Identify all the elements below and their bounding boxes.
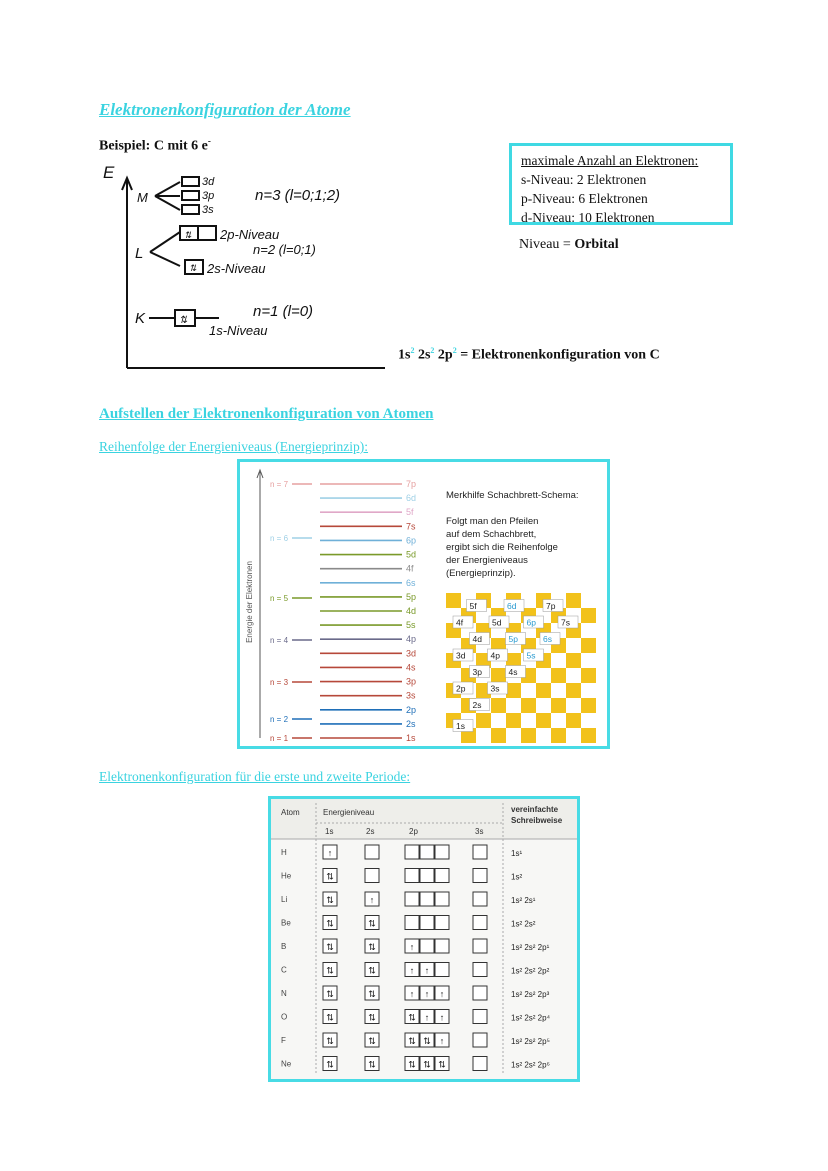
board-cell <box>566 713 581 728</box>
k-quantum: n=1 (l=0) <box>253 303 314 320</box>
orbital-2p-box <box>435 963 449 977</box>
subheader-2s: 2s <box>366 827 375 836</box>
orbital-3s-box <box>473 986 487 1000</box>
board-cell <box>581 623 596 638</box>
subheader-2p: 2p <box>409 827 418 836</box>
subheader-3s: 3s <box>475 827 484 836</box>
board-label: 4s <box>508 667 518 677</box>
energy-level-label: 4d <box>406 606 417 616</box>
orbital-2s-box <box>365 869 379 883</box>
energy-level-label: 2p <box>406 704 417 715</box>
board-cell <box>536 713 551 728</box>
board-cell <box>521 683 536 698</box>
board-label: 3d <box>456 650 466 661</box>
row-notation: 1s¹ <box>511 849 523 858</box>
orbital-2p-box <box>435 916 449 930</box>
row-notation: 1s² 2s² 2p³ <box>511 990 550 999</box>
orbital-1s-box-arrow: ⇅ <box>326 1059 334 1070</box>
subtitle-order: Reihenfolge der Energieniveaus (Energieprinzip): <box>99 439 369 454</box>
board-cell <box>506 713 521 728</box>
board-cell <box>446 698 461 713</box>
orbital-1s-box-arrow: ⇅ <box>326 989 334 999</box>
header-energy: Energieniveau <box>323 808 375 817</box>
table-row <box>281 892 536 906</box>
arrow-glyph: ⇅ <box>179 315 188 326</box>
orbital-2p-box <box>405 845 419 859</box>
orbital-2p-box-arrow: ↑ <box>424 989 430 999</box>
info-line-p: p-Niveau: 6 Elektronen <box>521 191 648 206</box>
board-cell <box>476 728 491 743</box>
energy-diagram <box>240 462 607 746</box>
orbital-3d: 3d <box>202 176 215 188</box>
info-box <box>509 143 733 225</box>
orbital-1s-box-arrow: ⇅ <box>326 1012 334 1023</box>
orbital-2p-box-arrow: ↑ <box>439 1036 445 1046</box>
board-cell <box>551 728 566 743</box>
row-atom: Be <box>281 918 291 928</box>
orbital-2p-box-arrow: ⇅ <box>408 1012 416 1023</box>
energy-axis-label: Energie der Elektronen <box>245 561 254 643</box>
shell-label: n = 6 <box>270 534 289 543</box>
board-cell <box>491 668 506 683</box>
board-label: 4p <box>490 650 500 661</box>
m-quantum: n=3 (l=0;1;2) <box>255 187 341 204</box>
orbital-3s-box <box>473 892 487 906</box>
info-line-s: s-Niveau: 2 Elektronen <box>521 172 647 187</box>
orbital-3s-box <box>473 1010 487 1024</box>
orbital-2p-box-arrow: ⇅ <box>408 1059 416 1070</box>
shell-label: n = 5 <box>270 594 289 603</box>
board-cell <box>581 608 596 623</box>
l-quantum: n=2 (l=0;1) <box>253 242 316 257</box>
orbital-2p-box <box>420 869 434 883</box>
shell-m-label: M <box>137 190 148 205</box>
row-notation: 1s² 2s² 2p² <box>511 966 550 976</box>
formula-1s: 1s <box>398 347 411 363</box>
row-atom: B <box>281 942 287 951</box>
orbital-2p-box-arrow: ↑ <box>424 1012 430 1023</box>
mnemonic-line: (Energieprinzip). <box>446 568 516 579</box>
orbital-1s-box-arrow: ⇅ <box>326 918 334 929</box>
subheader-1s: 1s <box>325 827 334 836</box>
board-cell <box>506 683 521 698</box>
niveau-prefix: Niveau = <box>519 237 575 252</box>
board-cell <box>506 698 521 713</box>
table-row <box>281 1010 551 1024</box>
orbital-1s-box-arrow: ⇅ <box>326 871 334 882</box>
board-cell <box>566 638 581 653</box>
orbital-3s: 3s <box>202 204 214 216</box>
board-cell <box>491 713 506 728</box>
l-2s-label: 2s-Niveau <box>207 261 266 276</box>
orbital-2p-box <box>435 869 449 883</box>
board-cell <box>566 668 581 683</box>
niveau-bold: Orbital <box>574 237 619 252</box>
mnemonic-line: auf dem Schachbrett, <box>446 529 537 540</box>
niveau-note <box>519 237 619 253</box>
energy-level-label: 7p <box>406 479 417 489</box>
orbital-2s-box-arrow: ⇅ <box>368 942 376 952</box>
row-atom: H <box>281 848 287 857</box>
board-cell <box>536 668 551 683</box>
energy-level-label: 3s <box>406 690 416 701</box>
mnemonic-line: Folgt man den Pfeilen <box>446 516 539 527</box>
row-notation: 1s² 2s² 2p⁵ <box>511 1037 550 1046</box>
board-cell <box>581 713 596 728</box>
board-cell <box>566 683 581 698</box>
header-simple: vereinfachte Schreibweise <box>511 805 563 825</box>
row-atom: C <box>281 965 287 975</box>
orbital-2s-box-arrow: ⇅ <box>368 1012 376 1023</box>
orbital-2s-box-arrow: ⇅ <box>368 1036 376 1046</box>
board-cell <box>566 653 581 668</box>
orbital-2p-box-arrow: ↑ <box>439 989 445 999</box>
electron-superscript: - <box>207 136 211 146</box>
example-text: Beispiel: C mit 6 e <box>99 138 208 154</box>
row-atom: F <box>281 1036 286 1045</box>
shell-label: n = 2 <box>270 715 289 724</box>
formula-suffix: = Elektronenkonfiguration von C <box>456 347 660 363</box>
orbital-2p-box <box>435 845 449 859</box>
configuration-table <box>271 799 577 1079</box>
board-cell <box>551 713 566 728</box>
board-cell <box>551 683 566 698</box>
orbital-2p-box <box>420 916 434 930</box>
board-label: 6s <box>543 634 552 644</box>
example-label <box>99 136 211 155</box>
orbital-2p-box-arrow: ↑ <box>424 965 430 976</box>
orbital-2p-box-arrow: ↑ <box>439 1012 445 1023</box>
shell-k-label: K <box>135 310 146 327</box>
mnemonic-line: ergibt sich die Reihenfolge <box>446 542 558 553</box>
row-notation: 1s² 2s¹ <box>511 896 536 905</box>
orbital-2p-box-arrow: ⇅ <box>408 1036 416 1046</box>
board-label: 4f <box>456 617 464 628</box>
info-line-d: d-Niveau: 10 Elektronen <box>521 210 655 225</box>
formula-2s: 2s <box>414 347 431 363</box>
formula-sup: 2 <box>430 346 435 355</box>
orbital-3s-box <box>473 963 487 977</box>
energy-level-label: 7s <box>406 521 416 532</box>
orbital-1s-box-arrow: ⇅ <box>326 895 334 905</box>
orbital-3s-box <box>473 1033 487 1047</box>
board-label: 5d <box>492 617 502 628</box>
configuration-table-figure <box>268 796 580 1082</box>
energy-level-figure <box>237 459 610 749</box>
board-cell <box>476 713 491 728</box>
orbital-2p-box <box>420 892 434 906</box>
energy-level-label: 4s <box>406 662 416 673</box>
orbital-2p-box <box>405 892 419 906</box>
row-notation: 1s² 2s² 2p¹ <box>511 943 550 952</box>
shell-label: n = 4 <box>270 636 289 645</box>
orbital-2p-box <box>405 869 419 883</box>
energy-level-label: 2s <box>406 718 416 729</box>
energy-level-label: 3p <box>406 676 417 687</box>
board-label: 6d <box>507 601 517 611</box>
board-label: 5f <box>469 601 477 611</box>
orbital-1s-box-arrow: ↑ <box>327 848 333 858</box>
shell-label: n = 1 <box>270 734 289 743</box>
l-2p-label: 2p-Niveau <box>220 227 280 242</box>
shell-l-label: L <box>135 245 144 262</box>
orbital-2s-box <box>365 845 379 859</box>
board-label: 1s <box>456 721 465 731</box>
board-cell <box>566 593 581 608</box>
info-heading: maximale Anzahl an Elektronen: <box>521 153 699 168</box>
board-cell <box>581 653 596 668</box>
table-row <box>281 1033 550 1047</box>
formula-sup: 2 <box>452 346 457 355</box>
board-label: 3s <box>490 683 500 694</box>
orbital-1s-box-arrow: ⇅ <box>326 965 334 976</box>
shell-label: n = 7 <box>270 480 289 489</box>
board-label: 7p <box>546 601 556 611</box>
row-notation: 1s² 2s² 2p⁴ <box>511 1013 551 1023</box>
orbital-2p-box-arrow: ↑ <box>409 942 415 952</box>
board-cell <box>446 593 461 608</box>
board-label: 2p <box>456 683 466 694</box>
orbital-2p-box-arrow: ↑ <box>409 965 415 976</box>
orbital-3s-box <box>473 1057 487 1071</box>
arrow-glyph: ⇅ <box>184 230 192 240</box>
board-label: 2s <box>472 700 482 710</box>
orbital-1s-box-arrow: ⇅ <box>326 942 334 952</box>
orbital-sketch <box>95 160 395 375</box>
orbital-2s-box-arrow: ↑ <box>369 895 375 905</box>
mnemonic-line: der Energieniveaus <box>446 555 528 566</box>
energy-level-label: 5d <box>406 549 417 560</box>
energy-level-label: 5p <box>406 591 417 602</box>
orbital-2s-box-arrow: ⇅ <box>368 1059 376 1070</box>
row-atom: Li <box>281 895 288 904</box>
board-label: 3p <box>472 667 482 677</box>
orbital-2p-box <box>435 892 449 906</box>
row-notation: 1s² 2s² 2p⁶ <box>511 1060 550 1070</box>
board-cell <box>536 698 551 713</box>
row-notation: 1s² 2s² <box>511 919 536 929</box>
energy-level-label: 1s <box>406 733 416 743</box>
board-label: 4d <box>472 634 482 644</box>
table-row <box>281 986 550 1000</box>
arrow-glyph: ⇅ <box>189 263 197 273</box>
row-atom: O <box>281 1012 288 1022</box>
k-1s-label: 1s-Niveau <box>209 323 268 338</box>
board-cell <box>566 728 581 743</box>
energy-level-label: 4p <box>406 634 417 645</box>
mnemonic-title: Merkhilfe Schachbrett-Schema: <box>446 490 579 501</box>
orbital-1s-box-arrow: ⇅ <box>326 1036 334 1046</box>
formula-2p: 2p <box>434 347 453 363</box>
board-cell <box>581 638 596 653</box>
board-cell <box>581 593 596 608</box>
orbital-2s-box-arrow: ⇅ <box>368 989 376 999</box>
table-row <box>281 1057 550 1071</box>
board-label: 5s <box>526 650 536 661</box>
energy-level-label: 5s <box>406 620 416 631</box>
table-row <box>281 869 522 883</box>
orbital-2s-box-arrow: ⇅ <box>368 918 376 929</box>
board-cell <box>551 668 566 683</box>
orbital-3s-box <box>473 916 487 930</box>
board-label: 7s <box>561 617 570 628</box>
board-cell <box>581 668 596 683</box>
energy-level-label: 4f <box>406 563 414 574</box>
orbital-2p-box <box>420 845 434 859</box>
formula-sup: 2 <box>410 346 415 355</box>
header-atom: Atom <box>281 808 300 817</box>
row-atom: He <box>281 871 292 881</box>
orbital-2s-box-arrow: ⇅ <box>368 965 376 976</box>
table-row <box>281 916 536 930</box>
energy-level-label: 3d <box>406 648 417 659</box>
board-label: 6p <box>526 617 536 628</box>
shell-label: n = 3 <box>270 678 289 687</box>
board-cell <box>521 698 536 713</box>
energy-level-label: 6p <box>406 535 417 546</box>
board-cell <box>551 653 566 668</box>
page-title: Elektronenkonfiguration der Atome <box>99 100 351 119</box>
orbital-2p-box-arrow: ⇅ <box>423 1036 431 1046</box>
orbital-3s-box <box>473 869 487 883</box>
orbital-2p-box <box>405 916 419 930</box>
board-label: 5p <box>508 634 518 644</box>
board-cell <box>446 668 461 683</box>
row-atom: N <box>281 989 287 998</box>
energy-level-label: 6s <box>406 577 416 588</box>
energy-level-label: 5f <box>406 507 414 518</box>
board-cell <box>536 683 551 698</box>
board-cell <box>566 698 581 713</box>
board-cell <box>521 728 536 743</box>
orbital-3s-box <box>473 845 487 859</box>
orbital-2p-box-arrow: ⇅ <box>423 1059 431 1070</box>
orbital-2p-box-arrow: ⇅ <box>438 1059 446 1070</box>
table-row <box>281 939 550 953</box>
sketch-axis-label: E <box>103 163 115 182</box>
row-notation: 1s² <box>511 872 523 882</box>
orbital-3p: 3p <box>202 190 215 202</box>
board-cell <box>506 728 521 743</box>
table-row <box>281 963 550 977</box>
orbital-2p-box <box>435 939 449 953</box>
section-title: Aufstellen der Elektronenkonfiguration von Atomen <box>99 406 434 422</box>
board-cell <box>581 698 596 713</box>
row-atom: Ne <box>281 1059 292 1069</box>
board-cell <box>536 728 551 743</box>
board-cell <box>581 683 596 698</box>
orbital-2p-box-arrow: ↑ <box>409 989 415 999</box>
table-row <box>281 845 522 859</box>
board-cell <box>521 713 536 728</box>
board-cell <box>581 728 596 743</box>
orbital-2p-box <box>420 939 434 953</box>
orbital-3s-box <box>473 939 487 953</box>
configuration-formula <box>398 346 660 364</box>
energy-level-label: 6d <box>406 493 417 504</box>
board-cell <box>491 698 506 713</box>
board-cell <box>551 698 566 713</box>
subtitle-table: Elektronenkonfiguration für die erste und zweite Periode: <box>99 769 411 784</box>
board-cell <box>491 728 506 743</box>
